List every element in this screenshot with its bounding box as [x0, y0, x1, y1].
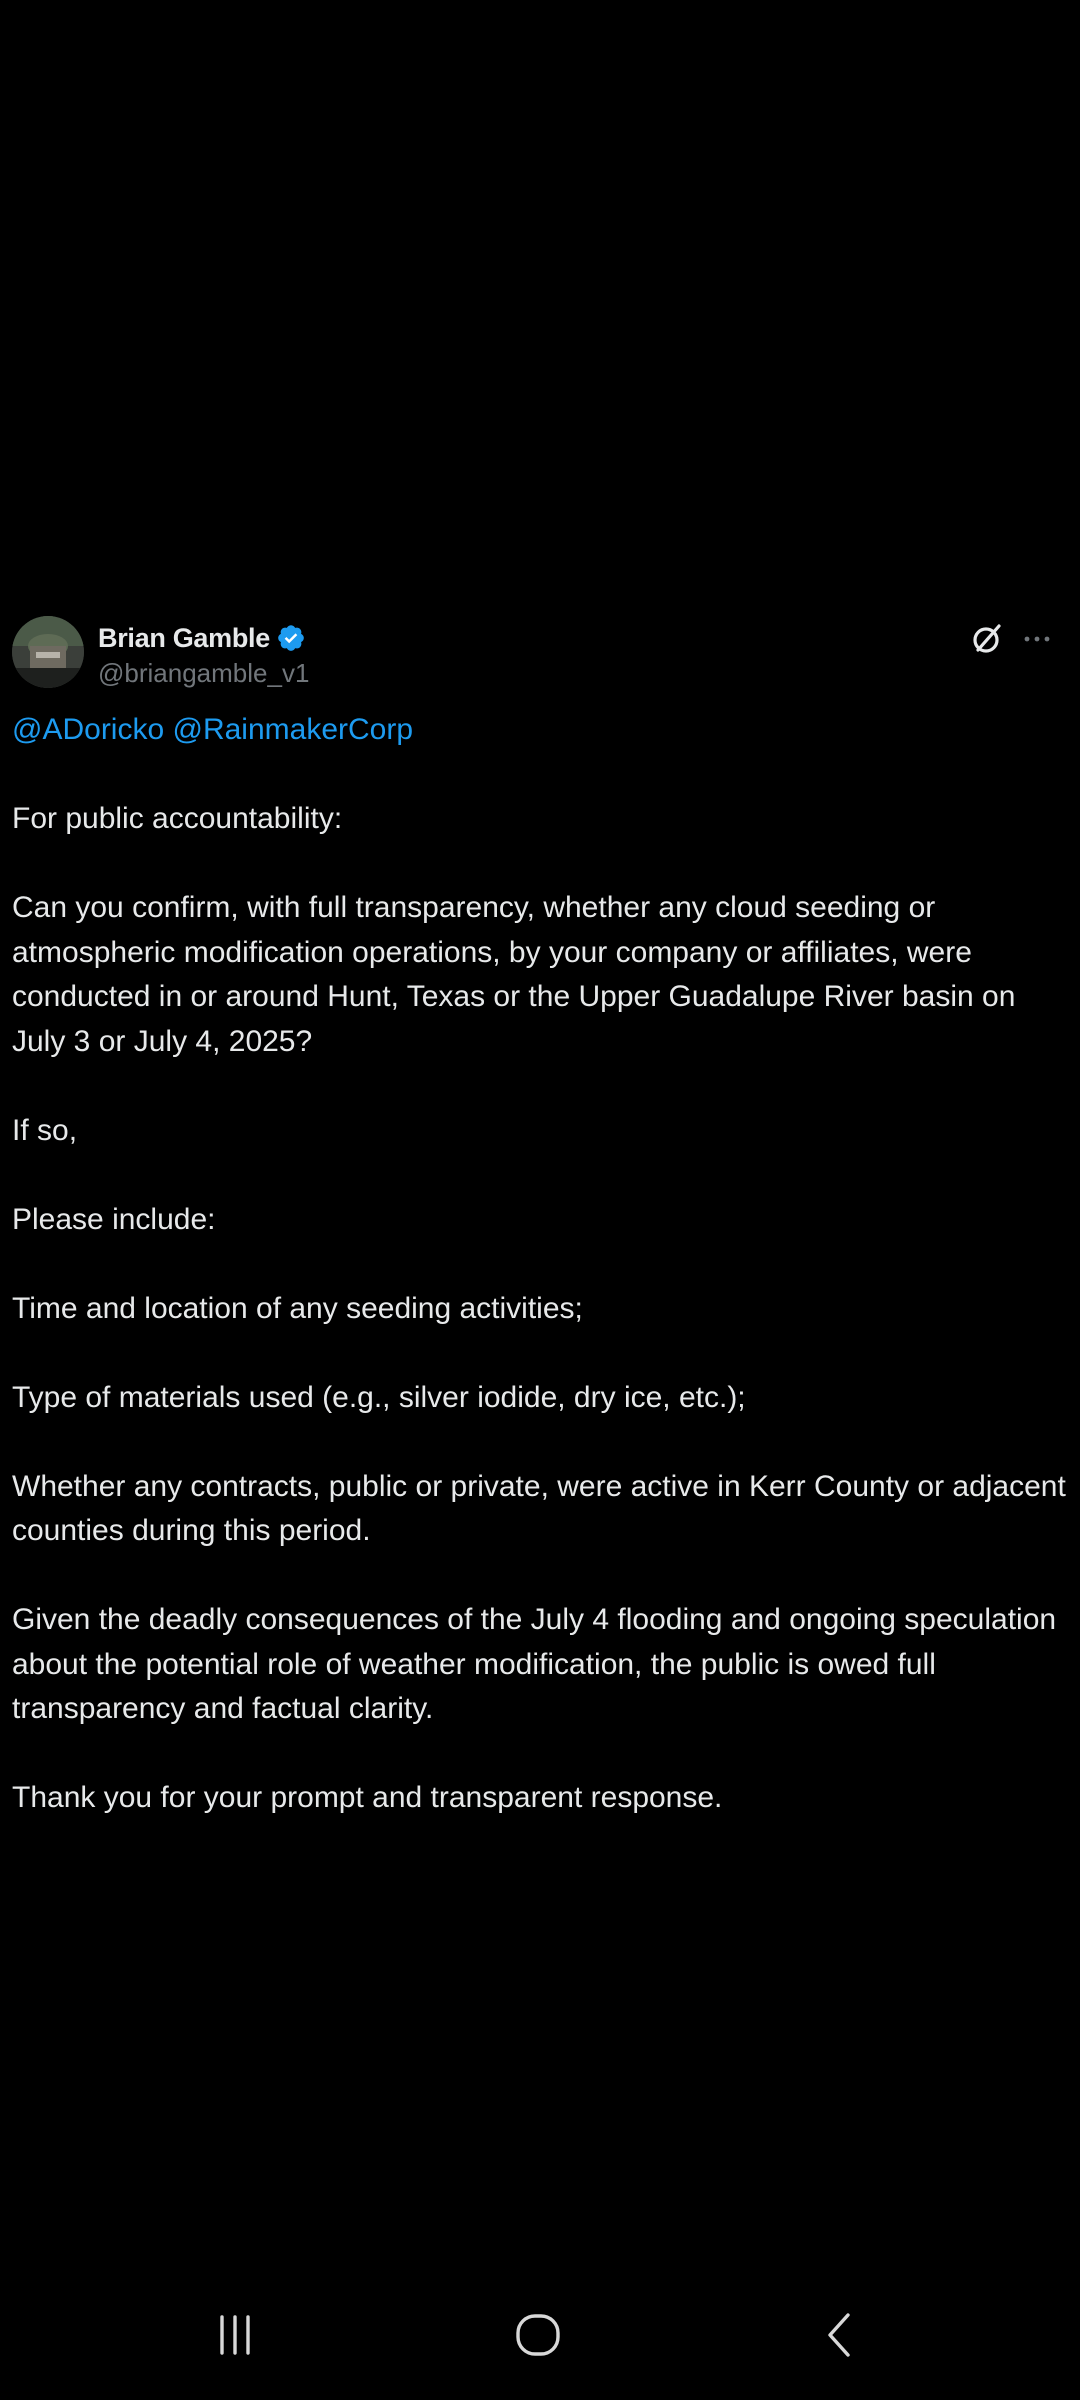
post-header-actions	[970, 622, 1052, 656]
home-icon	[513, 2310, 563, 2360]
author-handle[interactable]: @briangamble_v1	[98, 658, 310, 688]
post[interactable]	[0, 612, 1080, 1865]
post-paragraph: If so,	[12, 1113, 78, 1147]
post-paragraph: Given the deadly consequences of the July 4 flooding and ongoing speculation about the potential role of weather modification, the public is owed full transparency and factual clarity.	[12, 1603, 1057, 1725]
post-paragraph: Type of materials used (e.g., silver iodide, dry ice, etc.);	[12, 1380, 746, 1414]
recent-apps-icon	[210, 2313, 260, 2357]
back-button[interactable]	[800, 2300, 880, 2370]
post-paragraph: Can you confirm, with full transparency, whether any cloud seeding or atmospheric modification operations, by your company or affiliates, were conducted in or around Hunt, Texas or the Upper Guadalupe River basin on July 3 or July 4, 2025?	[12, 891, 1016, 1058]
author-info[interactable]	[98, 620, 309, 689]
more-options-icon[interactable]	[1022, 624, 1052, 654]
post-paragraph: Whether any contracts, public or private, were active in Kerr County or adjacent counties during this period.	[12, 1469, 1066, 1547]
mention-link[interactable]: @RainmakerCorp	[172, 713, 414, 746]
post-paragraph: For public accountability:	[12, 802, 343, 835]
post-paragraph: Thank you for your prompt and transparent response.	[12, 1781, 723, 1814]
post-header	[0, 612, 1080, 708]
mention-link[interactable]: @ADoricko	[12, 713, 165, 746]
post-body	[0, 708, 1080, 1821]
back-icon	[815, 2310, 865, 2360]
verified-badge-icon	[276, 623, 306, 653]
author-display-name[interactable]: Brian Gamble	[98, 622, 270, 653]
avatar[interactable]	[12, 616, 84, 688]
avatar-image	[12, 616, 84, 688]
system-navigation-bar	[0, 2280, 1080, 2390]
author-name-row	[98, 620, 309, 656]
post-paragraph: Time and location of any seeding activities;	[12, 1291, 583, 1325]
post-paragraph: Please include:	[12, 1202, 216, 1236]
post-mentions	[12, 708, 1068, 753]
grok-icon[interactable]	[970, 622, 1004, 656]
recent-apps-button[interactable]	[195, 2300, 275, 2370]
home-button[interactable]	[498, 2300, 578, 2370]
